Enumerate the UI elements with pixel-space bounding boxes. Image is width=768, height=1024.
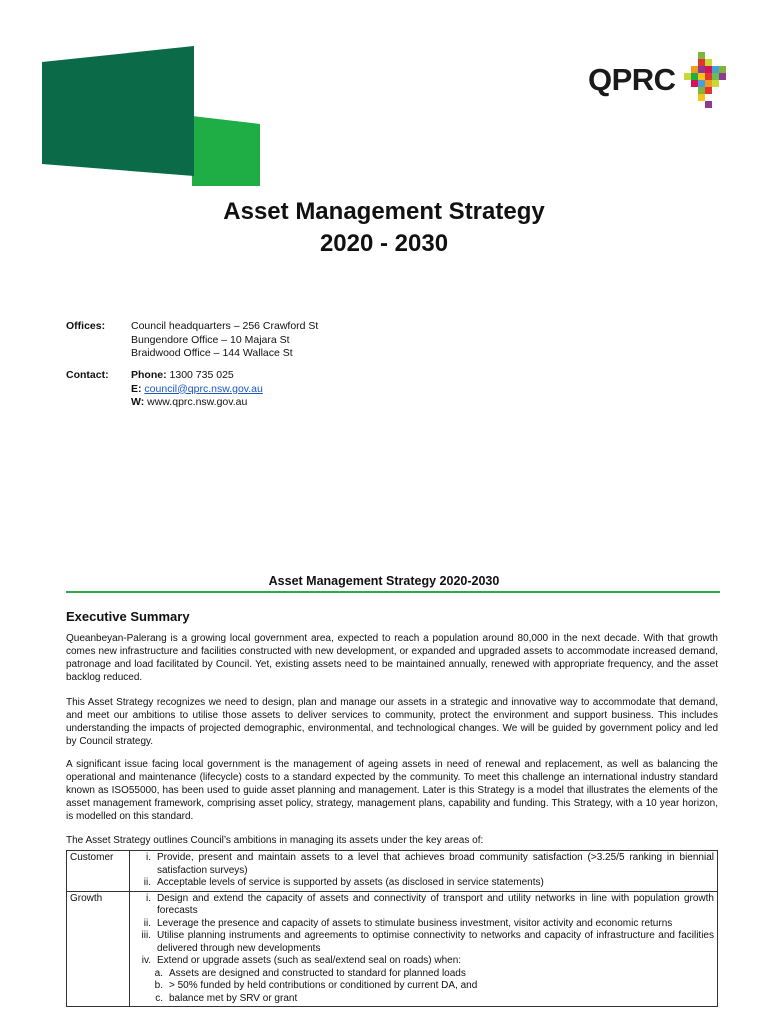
summary-paragraph: A significant issue facing local government is the management of ageing assets in need of renewal and replacement, as well as balancing the operational and maintenance (lifecycle) costs to a standard expected by the community. To meet this challenge an international industry standard known as ISO55000, has been used to guide asset planning and management. Later is this Strategy is a model that illustrates the elements of the asset management framework, comprising asset policy, strategy, management plans, capability and funding. This Strategy, with a 10 year horizon, is modelled on this standard. <box>66 759 718 822</box>
executive-summary-page <box>0 560 768 1024</box>
office-item: Braidwood Office – 144 Wallace St <box>131 347 293 359</box>
contact-phone <box>131 369 263 383</box>
sub-item-text: balance met by SRV or grant <box>169 992 298 1004</box>
item-number: iii. <box>141 930 151 941</box>
contact-list <box>131 369 263 410</box>
sub-list-item <box>133 980 714 993</box>
banner-light-panel <box>192 116 260 186</box>
items-cell <box>130 891 718 1007</box>
item-number: iv. <box>141 955 151 966</box>
sub-list-item <box>133 993 714 1006</box>
offices-label: Offices: <box>66 320 106 332</box>
item-text: Provide, present and maintain assets to a level that achieves broad community satisfaction (>3.25/5 ranking in biennial satisfaction surveys) <box>157 852 714 876</box>
key-areas-table <box>66 850 718 1007</box>
summary-paragraph: The Asset Strategy outlines Council’s ambitions in managing its assets under the key areas of: <box>66 835 484 846</box>
list-item <box>133 955 714 968</box>
item-number: i. <box>146 852 151 863</box>
office-item: Bungendore Office – 10 Majara St <box>131 333 290 346</box>
logo-text: QPRC <box>588 62 676 97</box>
item-number: i. <box>146 892 151 904</box>
sub-item-letter: c. <box>155 992 163 1004</box>
email-link[interactable]: council@qprc.nsw.gov.au <box>144 382 263 395</box>
item-text: Extend or upgrade assets (such as seal/extend seal on roads) when: <box>157 955 462 966</box>
document-title <box>0 196 768 260</box>
table-row <box>67 851 718 892</box>
list-item <box>133 930 714 955</box>
web-label: W: <box>131 396 145 408</box>
sub-item-text: Assets are designed and constructed to standard for planned loads <box>169 967 466 979</box>
contact-label: Contact: <box>66 369 109 381</box>
item-text: Utilise planning instruments and agreements to optimise connectivity to networks and capacity of infrastructure and facilities delivered through new developments <box>157 930 714 954</box>
banner-graphic <box>42 44 262 189</box>
summary-paragraph: Queanbeyan-Palerang is a growing local government area, expected to reach a population around 80,000 in the next decade. With that growth comes new infrastructure and facilities constructed with new development, or expanded and upgraded assets to accommodate increased demand, patronage and load facilitated by Council. Yet, existing assets need to be maintained annually, renewed with appropriate frequency, and the asset backlog reduced. <box>66 633 718 683</box>
list-item <box>133 893 714 918</box>
item-number: ii. <box>143 917 151 929</box>
contact-web <box>131 396 263 410</box>
running-header: Asset Management Strategy 2020-2030 <box>268 574 500 588</box>
qprc-pixel-cross-icon <box>680 52 730 108</box>
title-line-1: Asset Management Strategy <box>223 198 545 225</box>
sub-item-letter: b. <box>154 980 163 991</box>
phone-value: 1300 735 025 <box>169 369 234 381</box>
category-cell: Growth <box>67 891 130 1007</box>
list-item <box>133 877 714 890</box>
phone-label: Phone: <box>131 369 167 381</box>
sub-item-text: > 50% funded by held contributions or conditioned by current DA, and <box>169 980 478 991</box>
list-item <box>133 852 714 877</box>
contact-email <box>131 383 263 397</box>
category-cell: Customer <box>67 851 130 892</box>
header-divider <box>66 591 720 593</box>
item-number: ii. <box>143 877 151 888</box>
banner-dark-panel <box>42 46 194 176</box>
office-item: Council headquarters – 256 Crawford St <box>131 320 319 332</box>
table-row <box>67 891 718 1007</box>
list-item <box>133 918 714 931</box>
sub-list-item <box>133 968 714 981</box>
item-text: Design and extend the capacity of assets and connectivity of transport and utility networks in line with population growth forecasts <box>157 892 714 916</box>
summary-paragraph: This Asset Strategy recognizes we need to design, plan and manage our assets in a strategic and innovative way to accommodate that demand, and meet our ambitions to utilise those assets to deliver services to community, protect the environment and support business. This includes understanding the impacts of projected demographic, environmental, and technological changes. We will be guided by government policy and led by Council strategy. <box>66 697 718 747</box>
items-cell <box>130 851 718 892</box>
item-text: Acceptable levels of service is supported by assets (as disclosed in service statements) <box>157 877 544 888</box>
title-line-2: 2020 - 2030 <box>319 230 449 257</box>
qprc-logo <box>588 52 730 108</box>
section-heading: Executive Summary <box>66 609 190 624</box>
email-label: E: <box>131 382 142 395</box>
sub-item-letter: a. <box>154 967 163 979</box>
web-value: www.qprc.nsw.gov.au <box>147 396 248 408</box>
item-text: Leverage the presence and capacity of assets to stimulate business investment, visitor activity and economic returns <box>157 917 673 929</box>
offices-list <box>131 320 318 361</box>
